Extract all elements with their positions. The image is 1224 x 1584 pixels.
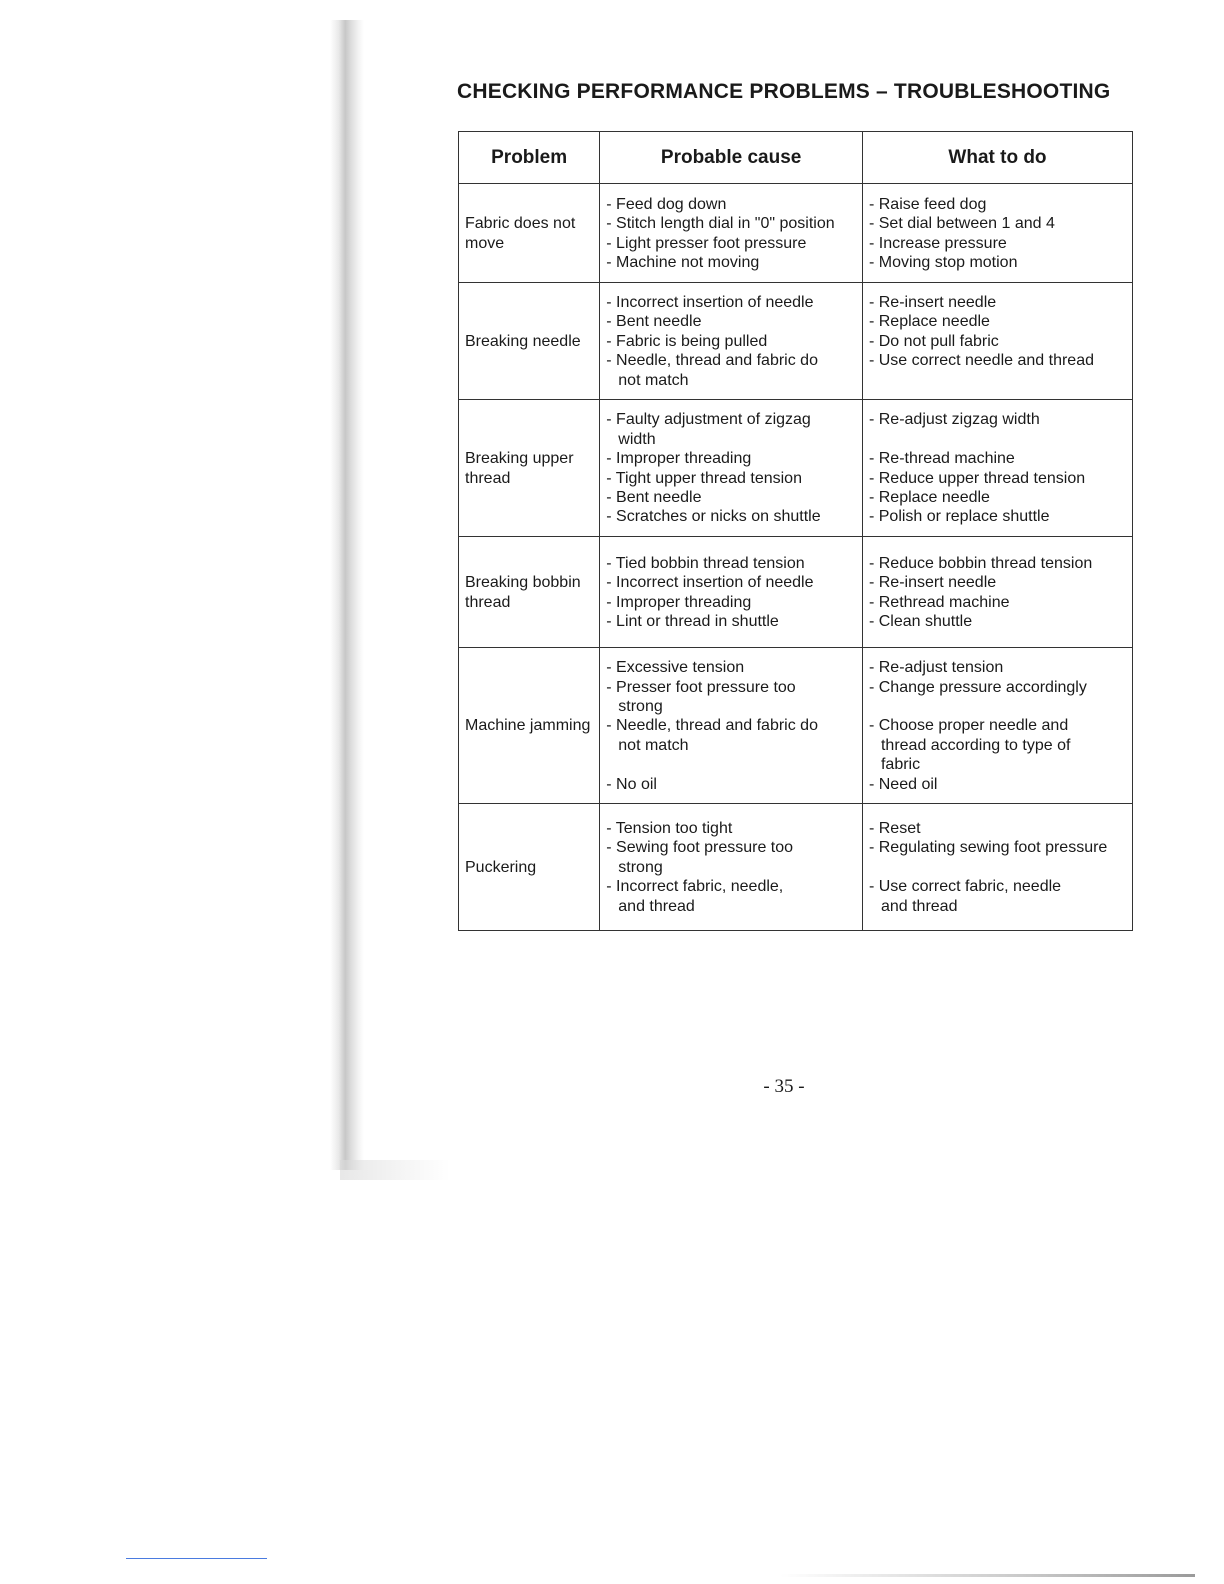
- table-row: [459, 537, 1133, 648]
- cause-item-continuation: strong: [618, 858, 663, 876]
- action-item-continuation: thread according to type of: [880, 736, 1071, 754]
- problem-cell: [459, 184, 600, 283]
- action-item: - Use correct needle and thread: [868, 352, 1094, 370]
- problem-text: Fabric does not move: [465, 215, 576, 252]
- column-header-probable-cause: Probable cause: [600, 132, 863, 184]
- cause-item-continuation: width: [618, 430, 656, 448]
- action-item: - Reset: [868, 820, 921, 838]
- table-row: [459, 648, 1133, 804]
- action-cell: [862, 648, 1132, 804]
- action-item: - Choose proper needle and: [868, 717, 1069, 735]
- cause-item: - Sewing foot pressure too: [606, 839, 794, 857]
- action-item-continuation: and thread: [880, 897, 958, 915]
- table-row: [459, 400, 1133, 537]
- cause-item: - No oil: [606, 775, 657, 793]
- cause-item: - Feed dog down: [606, 195, 727, 213]
- action-item: - Replace needle: [868, 488, 990, 506]
- cause-cell: [600, 804, 863, 931]
- action-item-continuation: fabric: [880, 756, 921, 774]
- cause-item: - Stitch length dial in "0" position: [606, 215, 835, 233]
- problem-cell: [459, 804, 600, 931]
- action-item: - Increase pressure: [868, 234, 1007, 252]
- cause-item: - Tension too tight: [606, 820, 733, 838]
- cause-item-continuation: not match: [618, 371, 689, 389]
- action-cell: [862, 283, 1132, 400]
- cause-item: - Tight upper thread tension: [606, 469, 802, 487]
- action-item: - Re-adjust zigzag width: [868, 411, 1040, 429]
- table-row: [459, 804, 1133, 931]
- cause-item: - Fabric is being pulled: [606, 332, 768, 350]
- problem-cell: [459, 537, 600, 648]
- action-item: - Re-insert needle: [868, 574, 997, 592]
- table-row: [459, 184, 1133, 283]
- table-header-row: [459, 132, 1133, 184]
- cause-cell: [600, 648, 863, 804]
- cause-cell: [600, 184, 863, 283]
- action-item: - Moving stop motion: [868, 253, 1018, 271]
- cause-item: - Bent needle: [606, 488, 702, 506]
- troubleshooting-table: [458, 131, 1133, 931]
- cause-item: - Scratches or nicks on shuttle: [606, 508, 821, 526]
- cause-item: - Tied bobbin thread tension: [606, 554, 805, 572]
- cause-item: - Machine not moving: [606, 253, 760, 271]
- scan-binding-shadow-bottom: [340, 1160, 450, 1180]
- action-item: - Reduce bobbin thread tension: [868, 554, 1093, 572]
- cause-item-continuation: and thread: [618, 897, 695, 915]
- line-spacer: [606, 755, 856, 774]
- action-item: - Rethread machine: [868, 593, 1010, 611]
- problem-text: Breaking upper thread: [465, 450, 574, 487]
- cause-item: - Improper threading: [606, 593, 752, 611]
- cause-item: - Lint or thread in shuttle: [606, 612, 779, 630]
- action-item: - Do not pull fabric: [868, 332, 999, 350]
- action-item: - Set dial between 1 and 4: [868, 215, 1055, 233]
- action-cell: [862, 184, 1132, 283]
- cause-item: - Bent needle: [606, 313, 702, 331]
- table-row: [459, 283, 1133, 400]
- cause-item: - Faulty adjustment of zigzag: [606, 411, 811, 429]
- cause-cell: [600, 400, 863, 537]
- action-item: - Raise feed dog: [868, 195, 987, 213]
- column-header-problem: Problem: [459, 132, 600, 184]
- cause-item: - Incorrect insertion of needle: [606, 574, 814, 592]
- cause-cell: [600, 537, 863, 648]
- action-cell: [862, 537, 1132, 648]
- action-item: - Change pressure accordingly: [868, 678, 1087, 696]
- cause-cell: [600, 283, 863, 400]
- line-spacer: [869, 858, 1126, 877]
- scan-artifact-line: [780, 1574, 1195, 1577]
- page-number: - 35 -: [763, 1076, 805, 1097]
- problem-cell: [459, 400, 600, 537]
- action-item: - Re-insert needle: [868, 294, 997, 311]
- cause-item-continuation: not match: [618, 736, 689, 754]
- line-spacer: [869, 697, 1126, 716]
- action-item: - Regulating sewing foot pressure: [868, 839, 1108, 857]
- cause-item: - Needle, thread and fabric do: [606, 352, 818, 370]
- action-item: - Re-adjust tension: [868, 659, 1004, 677]
- cause-item: - Incorrect insertion of needle: [606, 294, 814, 311]
- cause-item: - Needle, thread and fabric do: [606, 717, 818, 735]
- cause-item-continuation: strong: [618, 697, 663, 715]
- cause-item: - Light presser foot pressure: [606, 234, 807, 252]
- scan-artifact-line: [126, 1558, 267, 1559]
- action-item: - Use correct fabric, needle: [868, 878, 1062, 896]
- problem-cell: [459, 283, 600, 400]
- action-cell: [862, 400, 1132, 537]
- problem-text: Breaking needle: [465, 332, 581, 350]
- scan-binding-shadow: [330, 20, 364, 1170]
- action-item: - Polish or replace shuttle: [868, 508, 1050, 526]
- action-item: - Clean shuttle: [868, 612, 973, 630]
- action-item: - Need oil: [868, 775, 938, 793]
- cause-item: - Incorrect fabric, needle,: [606, 878, 784, 896]
- problem-text: Breaking bobbin thread: [465, 574, 581, 611]
- line-spacer: [869, 430, 1126, 449]
- action-cell: [862, 804, 1132, 931]
- cause-item: - Excessive tension: [606, 659, 745, 677]
- action-item: - Re-thread machine: [868, 450, 1015, 468]
- cause-item: - Presser foot pressure too: [606, 678, 796, 696]
- action-item: - Reduce upper thread tension: [868, 469, 1086, 487]
- problem-cell: [459, 648, 600, 804]
- action-item: - Replace needle: [868, 313, 990, 331]
- problem-text: Machine jamming: [465, 717, 591, 735]
- cause-item: - Improper threading: [606, 450, 752, 468]
- page-heading: CHECKING PERFORMANCE PROBLEMS – TROUBLESHOOTING: [457, 80, 1111, 103]
- problem-text: Puckering: [465, 858, 537, 876]
- column-header-what-to-do: What to do: [862, 132, 1132, 184]
